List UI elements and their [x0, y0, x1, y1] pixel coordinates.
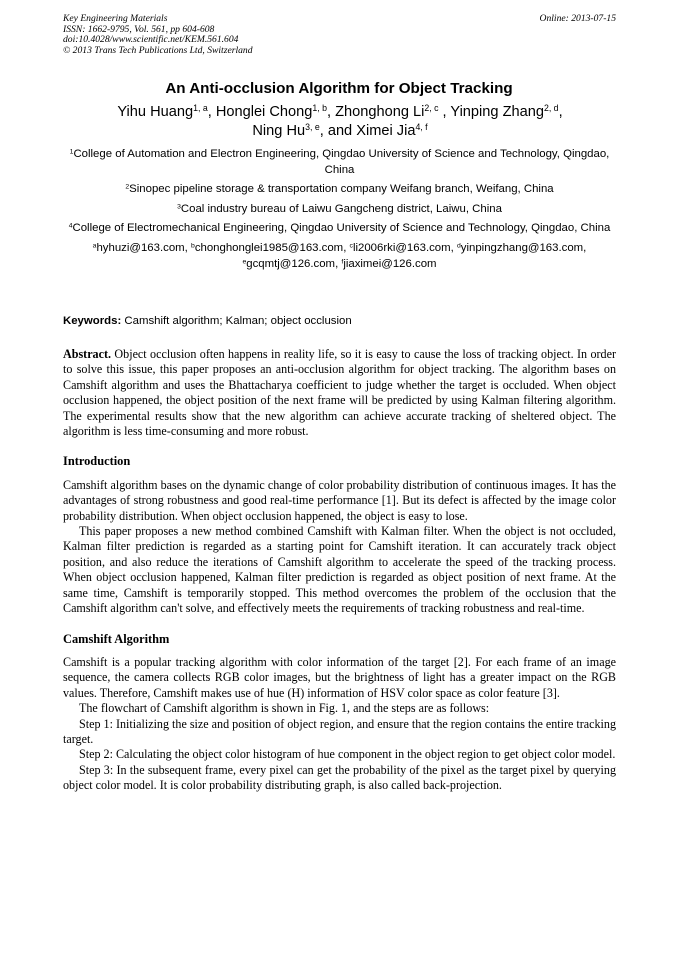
email-link[interactable]: hyhuzi@163.com [96, 241, 185, 254]
paragraph: Camshift is a popular tracking algorithm with color information of the target [2]. For each frame of an image sequence, the camera collects RGB color images, but the brightness of light has a greater impact on the RGB values. Therefore, Camshift makes use of hue (H) information of HSV color space as color feature [3]. [63, 654, 616, 700]
affiliation-text: Coal industry bureau of Laiwu Gangcheng district, Laiwu, China [180, 202, 502, 215]
affiliation-text: Sinopec pipeline storage & transportation company Weifang branch, Weifang, China [129, 183, 554, 196]
author-sup: 1, a [193, 103, 208, 114]
affiliation-num: 4 [68, 222, 73, 230]
paper-title: An Anti-occlusion Algorithm for Object Tracking [165, 80, 513, 97]
email-link[interactable]: yinpingzhang@163.com [460, 241, 584, 254]
affiliation [62, 147, 617, 178]
email-sup: e [242, 257, 247, 265]
author-name: Yihu Huang [117, 104, 194, 120]
abstract [63, 347, 616, 439]
issn: ISSN: 1662-9795, Vol. 561, pp 604-608 [63, 23, 215, 35]
author-sep: , [326, 104, 336, 120]
email-link[interactable]: jiaximei@126.com [343, 257, 437, 270]
keywords-text: Camshift algorithm; Kalman; object occlusion [124, 315, 352, 327]
affiliation-num: 3 [177, 203, 181, 211]
step-paragraph: Step 2: Calculating the object color histogram of hue component in the object region to get object color model. [79, 747, 616, 762]
doi: doi:10.4028/www.scientific.net/KEM.561.604 [63, 34, 239, 46]
email-list: $^a$hyhuzi@163.com, $^b$chonghonglei1985@163.com, $^c$li2006rki@163.com, $^d$yinpingzhang@163.com, $^e$gcqmtj@126.com, $^f$jiaximei@126.com [92, 241, 587, 270]
affiliation-text: College of Automation and Electron Engineering, Qingdao University of Science and Technology, Qingdao, China [73, 148, 610, 176]
author-sep: , [207, 104, 216, 120]
email-sup: a [92, 242, 97, 250]
affiliations [62, 147, 617, 272]
affiliation-text: College of Electromechanical Engineering, Qingdao University of Science and Technology, Qingdao, China [72, 222, 611, 235]
abstract-text: Object occlusion often happens in reality life, so it is easy to cause the loss of tracking object. In order to solve this issue, this paper proposes an anti-occlusion algorithm for object tracking. The algorithm bases on Camshift algorithm and uses the Bhattacharya coefficient to judge whether the target is occluded. When object occlusion happened, the object position of the next frame will be predicted by using Kalman filtering algorithm. The experimental results show that the new algorithm can achieve accurate tracking of sheltered object. The algorithm is less time-consuming and more robust. [63, 347, 616, 439]
author-sup: 2, d [543, 103, 559, 114]
author-name: Zhonghong Li [335, 104, 425, 120]
affiliation-num: 2 [125, 183, 130, 191]
step-paragraph: Step 1: Initializing the size and position of object region, and ensure that the region contains the entire tracking target. [63, 716, 617, 746]
author-sep: , and [319, 123, 357, 139]
paragraph: Camshift algorithm bases on the dynamic change of color probability distribution of continuous images. It has the advantages of strong robustness and good real-time performance [1]. But its defect is affected by the image color probability distribution. When object occlusion happened, the object is easy to lose. [63, 477, 616, 523]
author-name: Ning Hu [252, 123, 306, 139]
abstract-label: Abstract. [63, 347, 112, 361]
author-list [70, 103, 610, 141]
author-sup: 3, e [305, 122, 320, 133]
affiliation [62, 221, 617, 237]
author-sup: 2, c [424, 103, 439, 114]
author-name: Yinping Zhang [450, 104, 544, 120]
section-heading-camshift: Camshift Algorithm [63, 631, 170, 646]
keywords-label: Keywords: [63, 315, 122, 327]
author-sup: 4, f [415, 122, 428, 133]
author-sup: 1, b [312, 103, 327, 114]
author-sep: , [438, 104, 451, 120]
paragraph: The flowchart of Camshift algorithm is shown in Fig. 1, and the steps are as follows: [79, 701, 490, 716]
email-link[interactable]: chonghonglei1985@163.com [194, 241, 344, 254]
email-link[interactable]: li2006rki@163.com [352, 241, 451, 254]
affiliation [62, 202, 617, 218]
author-name: Honglei Chong [215, 104, 313, 120]
keywords [63, 315, 616, 327]
step-paragraph: Step 3: In the subsequent frame, every pixel can get the probability of the pixel as the target pixel by querying object color model. It is color probability distributing graph, is also called back-projection. [63, 762, 616, 793]
online-date: Online: 2013-07-15 [539, 13, 616, 24]
paragraph: This paper proposes a new method combined Camshift with Kalman filter. When the object is not occluded, Kalman filter prediction is regarded as a starting point for Camshift iteration. It can accurately track object position, and also reduce the iterations of Camshift algorithm to accelerate the speed of the tracking process. When object occlusion happened, Kalman filter prediction is regarded as object position of next frame. At the same time, Camshift is temporarily stopped. This method overcomes the problem of the occlusion that the Camshift algorithm can't solve, and effectively meets the requirements of tracking robustness and real-time. [63, 524, 616, 616]
email-sup: d [456, 242, 461, 250]
copyright: © 2013 Trans Tech Publications Ltd, Switzerland [63, 44, 253, 56]
email-link[interactable]: gcqmtj@126.com [246, 257, 336, 270]
author-sep: , [558, 104, 563, 120]
author-name: Ximei Jia [356, 123, 416, 139]
email-sup: f [341, 257, 344, 265]
affiliation [62, 182, 617, 198]
journal-name: Key Engineering Materials [63, 13, 168, 24]
email-sup: c [349, 242, 353, 250]
affiliation-num: 1 [69, 148, 74, 156]
paper-body [63, 347, 616, 794]
email-sup: b [191, 242, 195, 250]
section-heading-introduction: Introduction [63, 454, 131, 469]
journal-header [63, 14, 616, 56]
